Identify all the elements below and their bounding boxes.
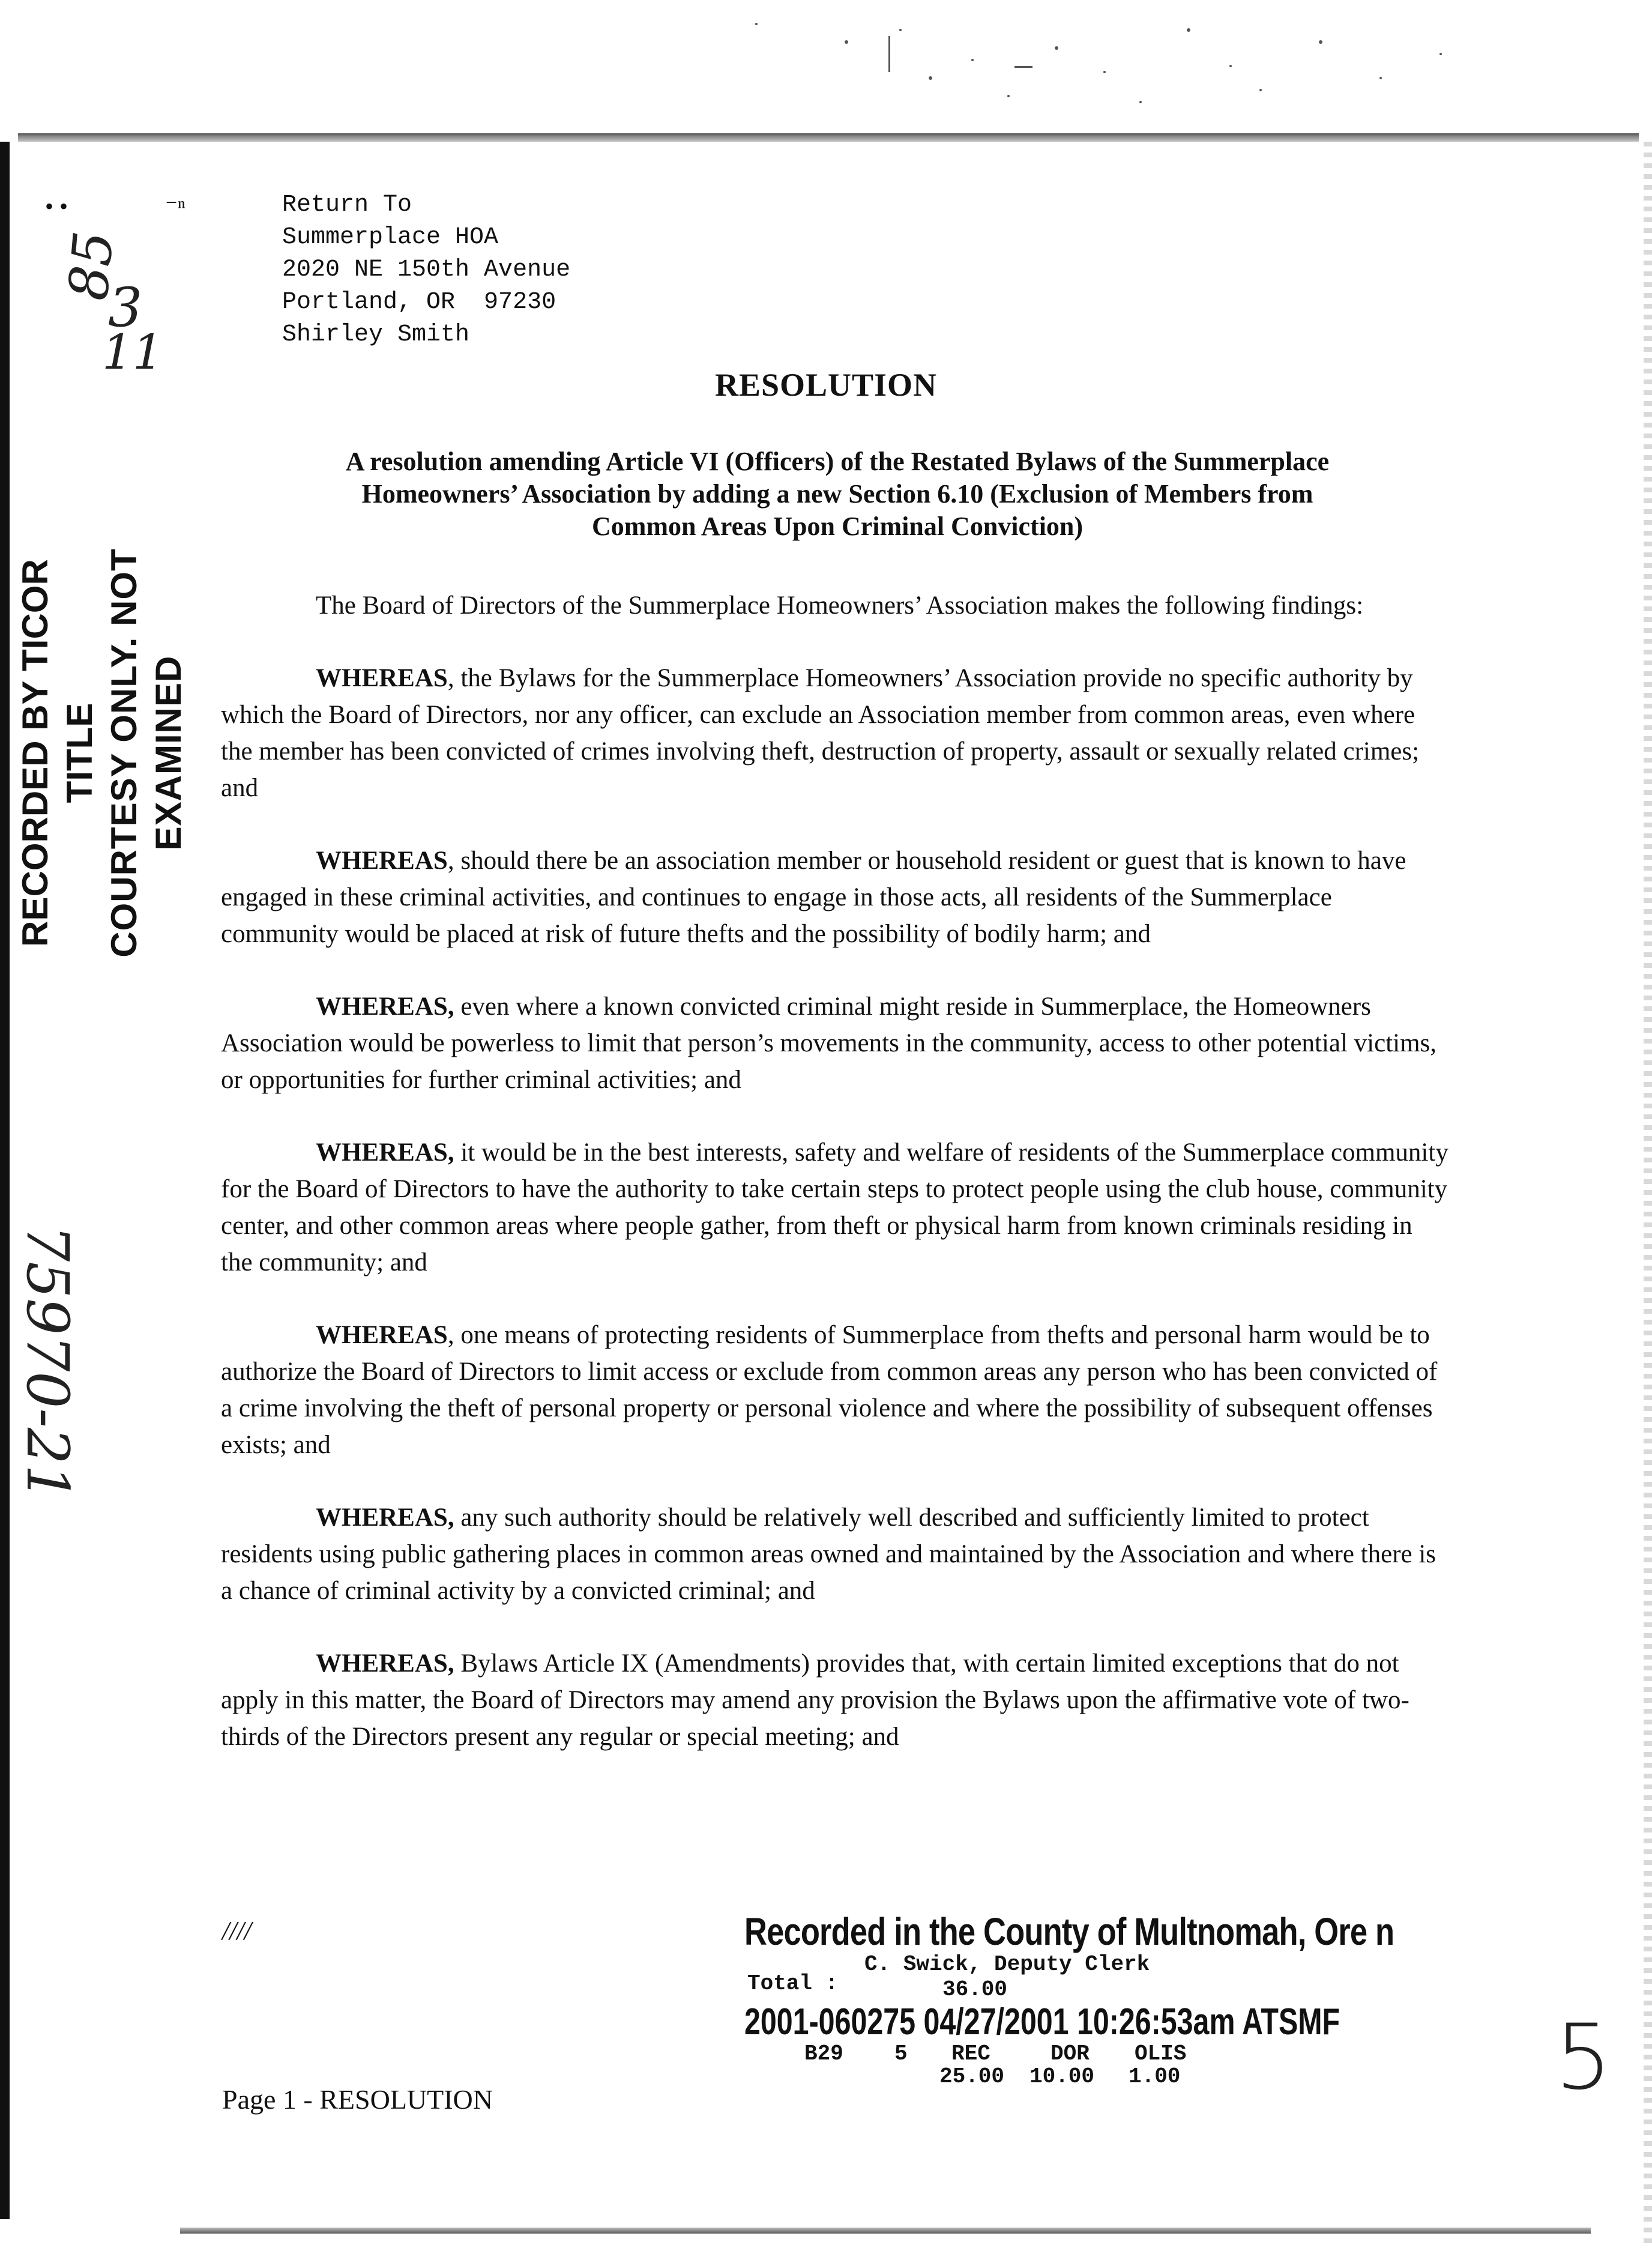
recording-clerk: C. Swick, Deputy Clerk [864,1952,1150,1977]
scan-dots: • • [45,193,68,220]
county-recording-stamp [744,1909,1417,2089]
return-line: 2020 NE 150th Avenue [282,256,571,283]
whereas-text: any such authority should be relatively well described and sufficiently limited to protect residents using public gathering places in common areas owned and maintained by the Association and where there is a chance of criminal activity by a convicted criminal; and [221,1503,1436,1605]
ticor-side-stamp [13,513,191,993]
whereas-lead: WHEREAS [316,847,448,875]
whereas-paragraph [221,1645,1449,1755]
recording-total-label: Total : [747,1971,839,1996]
scan-left-edge [0,142,10,2219]
whereas-text: even where a known convicted criminal might reside in Summerplace, the Homeowners Association would be powerless to limit that person’s movements in the community, access to other potential victims, or opportunities for further criminal activities; and [221,993,1437,1094]
recording-codes-row [744,2043,1417,2066]
resolution-subtitle [228,446,1447,543]
subtitle-line: Homeowners’ Association by adding a new Section 6.10 (Exclusion of Members from [361,479,1313,509]
recording-total-value: 36.00 [942,1977,1008,2002]
whereas-paragraph [221,1134,1449,1281]
subtitle-line: Common Areas Upon Criminal Conviction) [591,512,1084,541]
page-footer: Page 1 - RESOLUTION [222,2084,493,2115]
return-line: Shirley Smith [282,321,470,348]
recording-fee: 10.00 [1029,2064,1095,2089]
whereas-paragraph [221,660,1449,806]
whereas-lead: WHEREAS, [316,1138,454,1167]
whereas-paragraph [221,1499,1449,1609]
handwritten-file-number: 75970-21 [14,1225,81,1501]
recording-code: 5 [894,2041,908,2066]
recording-fees-row [744,2066,1417,2089]
whereas-text: , should there be an association member or household resident or guest that is known to have engaged in these criminal activities, and continues to engage in those acts, all residents of the Summerplace community would be placed at risk of future thefts and the possibility of bodily harm; and [221,847,1406,948]
whereas-paragraph [221,1317,1449,1463]
scan-top-rule [18,133,1639,142]
intro-paragraph: The Board of Directors of the Summerplace Homeowners’ Association makes the following findings: [316,591,1364,620]
return-address-block [282,189,570,351]
recording-code: B29 [804,2041,843,2066]
recording-clerk-row [744,1954,1417,1977]
return-line: Summerplace HOA [282,224,499,251]
whereas-lead: WHEREAS [316,1321,448,1349]
whereas-lead: WHEREAS, [316,1503,454,1532]
recording-code: OLIS [1135,2041,1187,2066]
whereas-text: Bylaws Article IX (Amendments) provides that, with certain limited exceptions that do not apply in this matter, the Board of Directors may amend any provision the Bylaws upon the affirmative vote of two-thirds of the Directors present any regular or special meeting; and [221,1649,1409,1751]
whereas-lead: WHEREAS [316,664,448,692]
scan-right-edge [1644,142,1652,2243]
recording-code: REC [951,2041,990,2066]
scan-speckles [720,6,1501,126]
whereas-lead: WHEREAS, [316,1649,454,1678]
scan-mark: ⁻ⁿ [165,193,185,220]
whereas-paragraph [221,842,1449,952]
recording-details [744,1952,1417,2002]
whereas-text: , the Bylaws for the Summerplace Homeowners’ Association provide no specific authority by which the Board of Directors, nor any officer, can exclude an Association member from common areas, even where the member has been convicted of crimes involving theft, destruction of property, assault or sexually related crimes; and [221,664,1420,802]
side-stamp-line: RECORDED BY TICOR TITLE [15,559,100,947]
handwritten-note: 85 [56,228,126,303]
document-title: RESOLUTION [714,367,938,403]
recording-fee: 25.00 [939,2064,1005,2089]
recording-county-line: Recorded in the County of Multnomah, Ore n [744,1910,1394,1953]
scan-bottom-rule [180,2228,1591,2234]
recording-total-row [744,1971,1417,2002]
subtitle-line: A resolution amending Article VI (Officers) of the Restated Bylaws of the Summerplace [345,447,1330,476]
resolution-body [221,587,1449,1791]
handwritten-note: 11 [102,324,163,380]
recording-fee-table [744,2043,1417,2089]
return-line: Return To [282,192,412,219]
whereas-text: , one means of protecting residents of Summerplace from thefts and personal harm would be to authorize the Board of Directors to limit access or exclude from common areas any person who has been convicted of a crime involving the theft of personal property or personal violence and where the possibility of subsequent offenses exists; and [221,1321,1438,1459]
whereas-text: it would be in the best interests, safety and welfare of residents of the Summerplace community for the Board of Directors to have the authority to take certain steps to protect people using the club house, community center, and other common areas where people gather, from theft or physical harm from known criminals residing in the community; and [221,1138,1449,1277]
recording-code: DOR [1051,2041,1090,2066]
whereas-lead: WHEREAS, [316,993,454,1021]
handwritten-note: 3 [108,276,143,339]
recording-number-line: 2001-060275 04/27/2001 10:26:53am ATSMF [744,2001,1340,2043]
return-line: Portland, OR 97230 [282,289,556,316]
continuation-mark: //// [222,1916,252,1945]
recording-fee: 1.00 [1129,2064,1181,2089]
whereas-paragraph [221,988,1449,1098]
handwritten-page-count: 5 [1555,2005,1612,2110]
side-stamp-line: COURTESY ONLY. NOT EXAMINED [104,548,188,958]
